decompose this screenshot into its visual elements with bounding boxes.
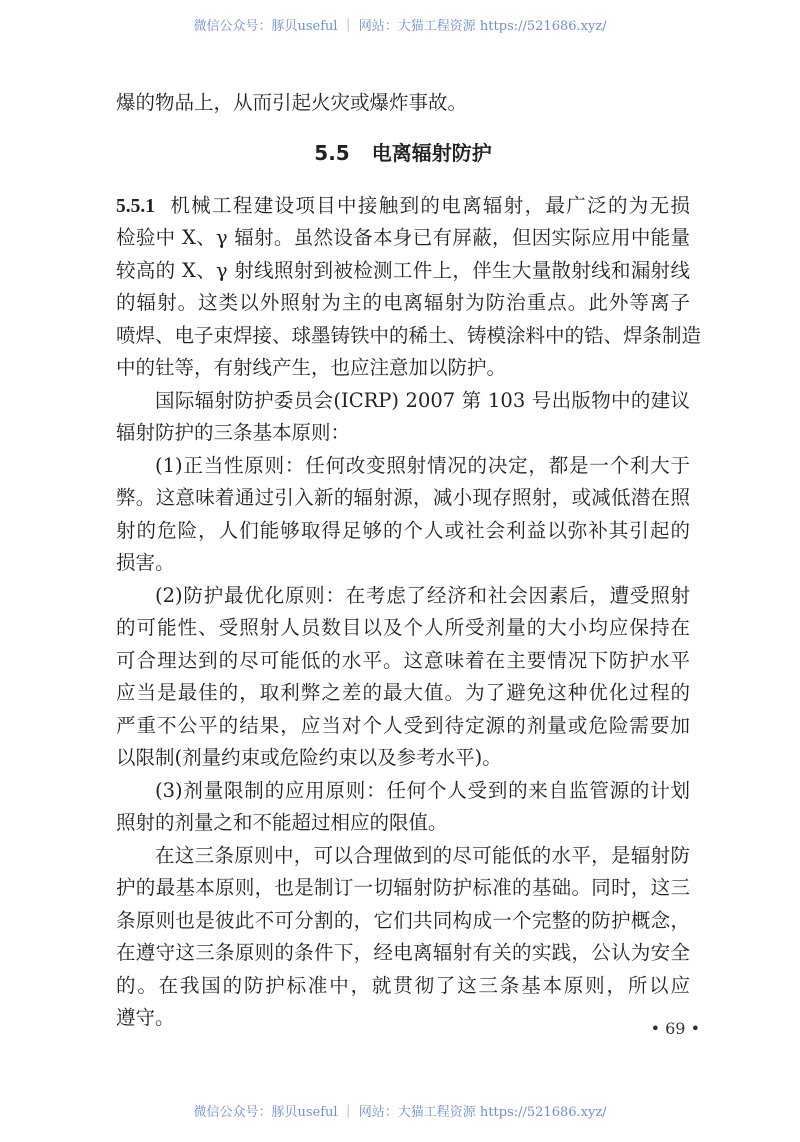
section-number: 5.5 bbox=[314, 140, 350, 165]
text-line: (1)正当性原则：任何改变照射情况的决定，都是一个利大于 bbox=[155, 453, 690, 477]
text-line: 条原则也是彼此不可分割的，它们共同构成一个完整的防护概念， bbox=[116, 908, 690, 932]
text-line: 中的钍等，有射线产生，也应注意加以防护。 bbox=[116, 356, 507, 379]
paragraph bbox=[116, 450, 690, 580]
text-line: 应当是最佳的，取利弊之差的最大值。为了避免这种优化过程的 bbox=[116, 681, 690, 704]
watermark-footer: 微信公众号：豚贝useful ｜ 网站：大猫工程资源 https://521686.xyz/ bbox=[193, 1105, 607, 1120]
paragraph bbox=[116, 775, 690, 840]
paragraph bbox=[116, 385, 690, 450]
text-line: 国际辐射防护委员会(ICRP) 2007 第 103 号出版物中的建议 bbox=[155, 388, 690, 412]
text-line: 在这三条原则中，可以合理做到的尽可能低的水平，是辐射防 bbox=[155, 843, 690, 867]
paragraph bbox=[116, 840, 690, 1035]
paragraph bbox=[116, 190, 702, 385]
text-line: 护的最基本原则，也是制订一切辐射防护标准的基础。同时，这三 bbox=[116, 876, 690, 899]
text-line: (3)剂量限制的应用原则：任何个人受到的来自监管源的计划 bbox=[155, 778, 690, 802]
text-line: 照射的剂量之和不能超过相应的限值。 bbox=[116, 811, 448, 834]
text-line: 较高的 X、γ 射线照射到被检测工件上，伴生大量散射线和漏射线 bbox=[116, 258, 690, 282]
text-line: 弊。这意味着通过引入新的辐射源，减小现存照射，或减低潜在照 bbox=[116, 486, 690, 509]
paragraph bbox=[116, 580, 690, 775]
text-line: 射的危险，人们能够取得足够的个人或社会利益以弥补其引起的 bbox=[116, 518, 690, 542]
text-line: 检验中 X、γ 辐射。虽然设备本身已有屏蔽，但因实际应用中能量 bbox=[116, 226, 690, 249]
text-line: 可合理达到的尽可能低的水平。这意味着在主要情况下防护水平 bbox=[116, 648, 690, 672]
text-line: 的辐射。这类以外照射为主的电离辐射为防治重点。此外等离子 bbox=[116, 291, 690, 314]
section-heading bbox=[116, 120, 690, 190]
text-line: 以限制(剂量约束或危险约束以及参考水平)。 bbox=[116, 746, 502, 769]
text-line: (2)防护最优化原则：在考虑了经济和社会因素后，遭受照射 bbox=[155, 583, 690, 607]
text-line: 严重不公平的结果，应当对个人受到待定源的剂量或危险需要加 bbox=[116, 713, 690, 737]
document-body bbox=[116, 87, 702, 1035]
subsection-number: 5.5.1 bbox=[116, 195, 155, 217]
text-line: 遵守。 bbox=[116, 1006, 175, 1029]
text-line: 辐射防护的三条基本原则： bbox=[116, 421, 351, 444]
text-line: 喷焊、电子束焊接、球墨铸铁中的稀土、铸模涂料中的锆、焊条制造 bbox=[116, 323, 702, 347]
page-number: • 69 • bbox=[650, 1019, 700, 1038]
text-line: 损害。 bbox=[116, 551, 175, 574]
text-line: 的。在我国的防护标准中，就贯彻了这三条基本原则，所以应 bbox=[116, 973, 690, 997]
text-span: 机械工程建设项目中接触到的电离辐射，最广泛的为无损 bbox=[169, 193, 690, 217]
text-line: 的可能性、受照射人员数目以及个人所受剂量的大小均应保持在 bbox=[116, 616, 690, 639]
text-line: 爆的物品上，从而引起火灾或爆炸事故。 bbox=[116, 91, 468, 114]
watermark-header: 微信公众号：豚贝useful ｜ 网站：大猫工程资源 https://521686.xyz/ bbox=[193, 19, 607, 34]
text-line bbox=[116, 190, 690, 223]
section-title: 电离辐射防护 bbox=[371, 140, 492, 165]
text-line: 在遵守这三条原则的条件下，经电离辐射有关的实践，公认为安全 bbox=[116, 941, 690, 964]
